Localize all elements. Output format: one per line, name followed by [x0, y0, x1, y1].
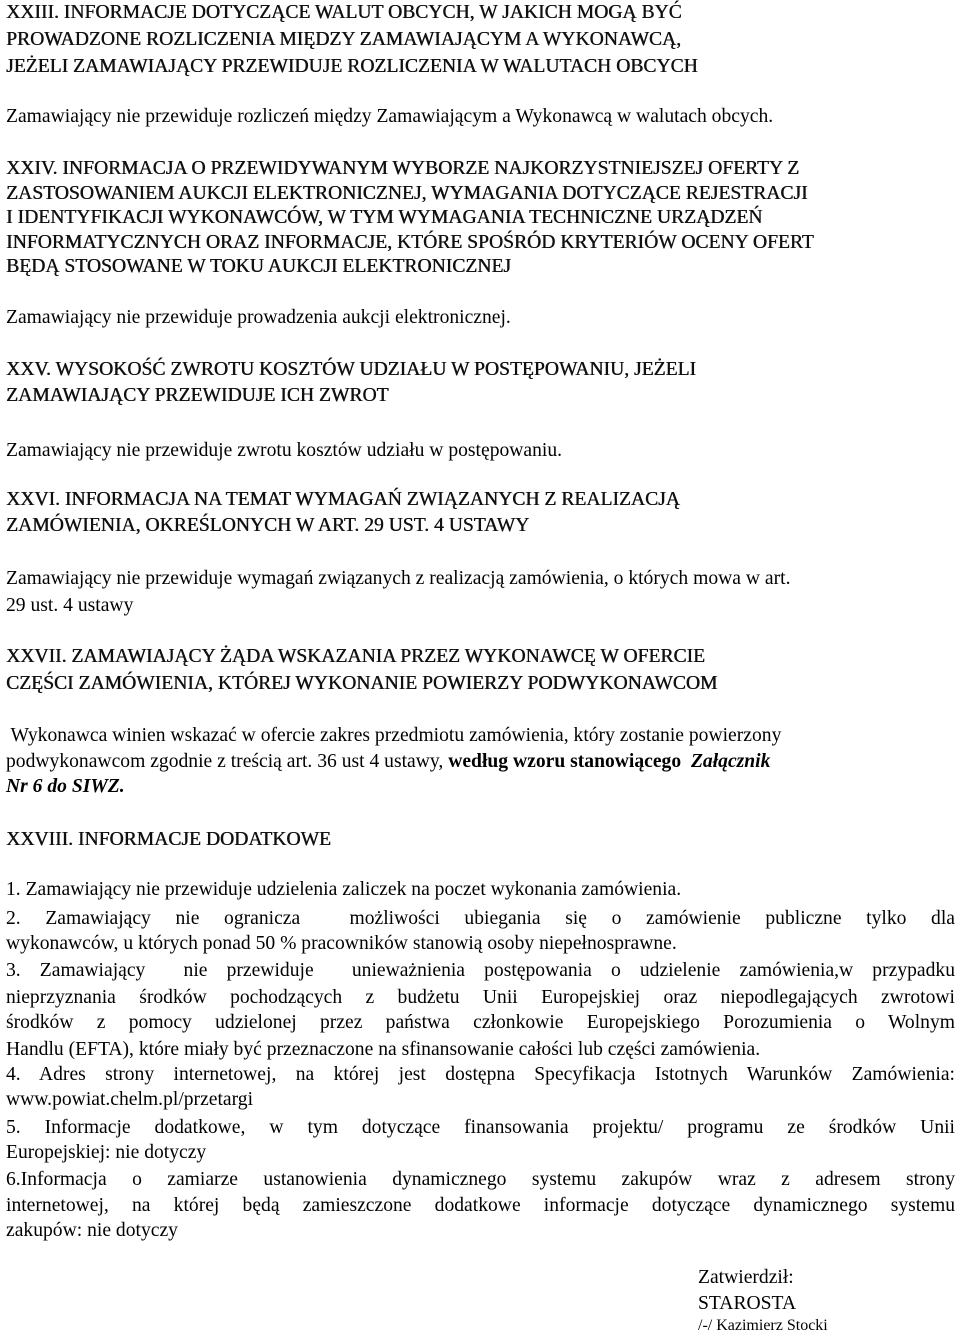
section-text: Zamawiający nie przewiduje zwrotu kosztów udziału w postępowaniu.: [6, 440, 563, 461]
list-item-cont: nieprzyznania środków pochodzących z budżetu Unii Europejskiej oraz niepodlegających zwrotowi: [6, 987, 955, 1008]
section-heading: XXVII. ZAMAWIAJĄCY ŻĄDA WSKAZANIA PRZEZ WYKONAWCĘ W OFERCIE: [6, 646, 705, 667]
section-heading: INFORMATYCZNYCH ORAZ INFORMACJE, KTÓRE SPOŚRÓD KRYTERIÓW OCENY OFERT: [6, 232, 814, 253]
section-heading: PROWADZONE ROZLICZENIA MIĘDZY ZAMAWIAJĄCYM A WYKONAWCĄ,: [6, 29, 681, 50]
list-item-cont: środków z pomocy udzielonej przez państwa członkowie Europejskiego Porozumienia o Wolnym: [6, 1012, 955, 1033]
section-heading: JEŻELI ZAMAWIAJĄCY PRZEWIDUJE ROZLICZENIA W WALUTACH OBCYCH: [6, 56, 698, 77]
list-item-cont: internetowej, na której będą zamieszczone dodatkowe informacje dotyczące dynamicznego systemu: [6, 1195, 955, 1216]
text-bold-italic: Załącznik: [690, 751, 771, 772]
section-heading: BĘDĄ STOSOWANE W TOKU AUKCJI ELEKTRONICZNEJ: [6, 256, 511, 277]
list-item: 5. Informacje dodatkowe, w tym dotyczące finansowania projektu/ programu ze środków Unii: [6, 1117, 955, 1138]
text-plain: podwykonawcom zgodnie z treścią art. 36 ust 4 ustawy,: [6, 751, 449, 772]
list-item: 4. Adres strony internetowej, na której jest dostępna Specyfikacja Istotnych Warunków Zamówienia:: [6, 1064, 955, 1085]
section-heading: XXVI. INFORMACJA NA TEMAT WYMAGAŃ ZWIĄZANYCH Z REALIZACJĄ: [6, 489, 680, 510]
section-heading: XXIII. INFORMACJE DOTYCZĄCE WALUT OBCYCH, W JAKICH MOGĄ BYĆ: [6, 2, 682, 23]
section-heading: XXIV. INFORMACJA O PRZEWIDYWANYM WYBORZE NAJKORZYSTNIEJSZEJ OFERTY Z: [6, 158, 800, 179]
list-item-cont: www.powiat.chelm.pl/przetargi: [6, 1089, 254, 1110]
list-item: 1. Zamawiający nie przewiduje udzielenia zaliczek na poczet wykonania zamówienia.: [6, 879, 682, 900]
section-heading: ZAMAWIAJĄCY PRZEWIDUJE ICH ZWROT: [6, 385, 389, 406]
list-item: 6.Informacja o zamiarze ustanowienia dynamicznego systemu zakupów wraz z adresem strony: [6, 1169, 955, 1190]
list-item: 3. Zamawiający nie przewiduje unieważnienia postępowania o udzielenie zamówienia,w przypadku: [6, 960, 955, 981]
section-text: Zamawiający nie przewiduje rozliczeń między Zamawiającym a Wykonawcą w walutach obcych.: [6, 106, 774, 127]
section-text-mixed: [6, 750, 770, 775]
list-item: 2. Zamawiający nie ogranicza możliwości ubiegania się o zamówienie publiczne tylko dla: [6, 908, 955, 929]
list-item-cont: Handlu (EFTA), które miały być przeznaczone na sfinansowanie całości lub części zamówienia.: [6, 1039, 761, 1060]
section-heading: I IDENTYFIKACJI WYKONAWCÓW, W TYM WYMAGANIA TECHNICZNE URZĄDZEŃ: [6, 207, 763, 228]
section-heading: ZASTOSOWANIEM AUKCJI ELEKTRONICZNEJ, WYMAGANIA DOTYCZĄCE REJESTRACJI: [6, 183, 808, 204]
section-text: Wykonawca winien wskazać w ofercie zakres przedmiotu zamówienia, który zostanie powierzony: [6, 725, 782, 746]
section-text: Zamawiający nie przewiduje wymagań związanych z realizacją zamówienia, o których mowa w art.: [6, 568, 791, 589]
section-heading: XXV. WYSOKOŚĆ ZWROTU KOSZTÓW UDZIAŁU W POSTĘPOWANIU, JEŻELI: [6, 359, 696, 380]
signatory-name: /-/ Kazimierz Stocki: [698, 1317, 828, 1334]
signatory-title: STAROSTA: [698, 1293, 797, 1314]
section-heading: CZĘŚCI ZAMÓWIENIA, KTÓREJ WYKONANIE POWIERZY PODWYKONAWCOM: [6, 673, 718, 694]
section-text: Nr 6 do SIWZ.: [6, 776, 125, 797]
list-item-cont: Europejskiej: nie dotyczy: [6, 1142, 207, 1163]
text-bold: według wzoru stanowiącego: [448, 751, 682, 772]
section-heading: XXVIII. INFORMACJE DODATKOWE: [6, 829, 331, 850]
section-heading: ZAMÓWIENIA, OKREŚLONYCH W ART. 29 UST. 4 USTAWY: [6, 515, 530, 536]
section-text: 29 ust. 4 ustawy: [6, 595, 134, 616]
section-text: Zamawiający nie przewiduje prowadzenia aukcji elektronicznej.: [6, 307, 511, 328]
list-item-cont: wykonawców, u których ponad 50 % pracowników stanowią osoby niepełnosprawne.: [6, 933, 677, 954]
approved-label: Zatwierdził:: [698, 1267, 794, 1288]
list-item-cont: zakupów: nie dotyczy: [6, 1220, 178, 1241]
